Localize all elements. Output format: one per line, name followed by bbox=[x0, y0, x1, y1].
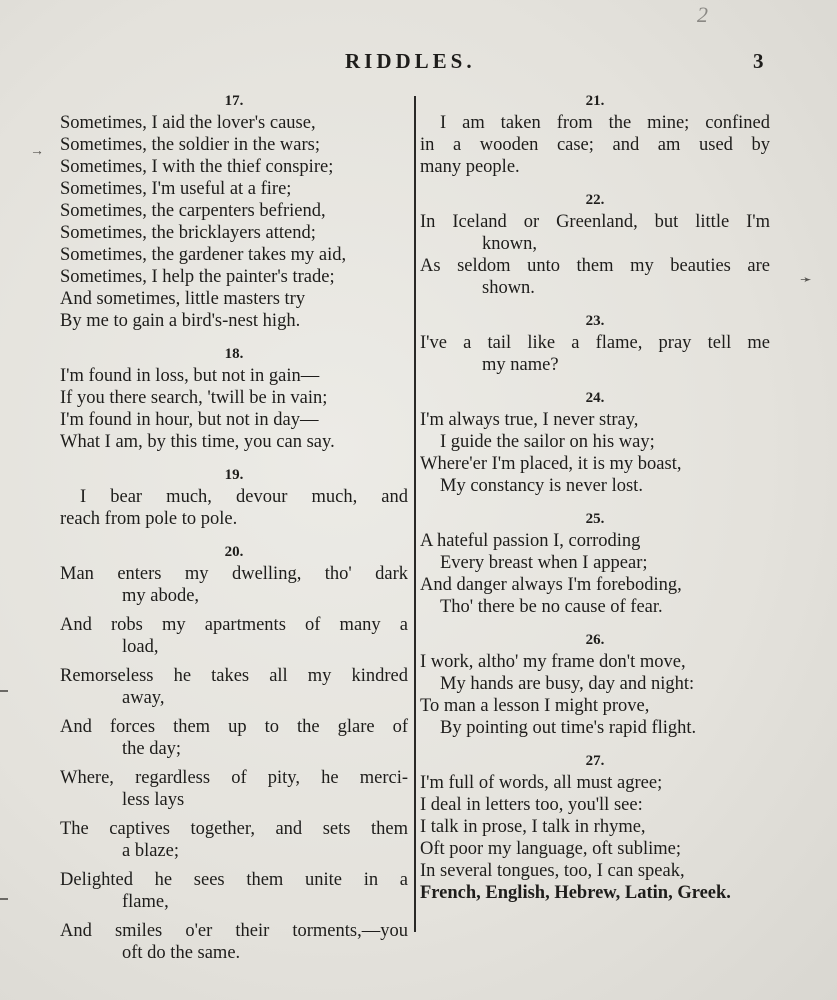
riddle-line: my abode, bbox=[122, 586, 200, 606]
riddle-line: Remorseless he takes all my kindred bbox=[60, 666, 408, 686]
riddle-25 bbox=[420, 508, 770, 618]
riddle-line: The captives together, and sets them bbox=[60, 819, 408, 839]
riddle-line: shown. bbox=[482, 278, 535, 298]
riddle-17 bbox=[60, 90, 408, 332]
riddle-line: Where, regardless of pity, he merci- bbox=[60, 768, 408, 788]
riddle-number: 27. bbox=[585, 753, 605, 769]
riddle-line: A hateful passion I, corroding bbox=[420, 531, 641, 551]
riddle-line: In several tongues, too, I can speak, bbox=[420, 861, 685, 881]
riddle-number: 24. bbox=[585, 390, 605, 406]
left-column bbox=[60, 90, 408, 964]
riddle-line: I bear much, devour much, and bbox=[80, 487, 408, 507]
riddle-line: What I am, by this time, you can say. bbox=[60, 432, 335, 452]
riddle-line: in a wooden case; and am used by bbox=[420, 135, 770, 155]
riddle-line: Sometimes, the soldier in the wars; bbox=[60, 135, 320, 155]
margin-arrow-icon: → bbox=[30, 144, 44, 159]
riddle-number: 22. bbox=[585, 192, 605, 208]
riddle-21 bbox=[420, 90, 770, 178]
riddle-number: 18. bbox=[224, 346, 244, 362]
riddle-line: French, English, Hebrew, Latin, Greek. bbox=[420, 883, 731, 903]
riddle-line: My hands are busy, day and night: bbox=[440, 674, 695, 694]
page-number: 3 bbox=[753, 49, 764, 73]
riddle-number: 25. bbox=[585, 511, 605, 527]
riddle-line: And sometimes, little masters try bbox=[60, 289, 306, 309]
riddle-23 bbox=[420, 310, 770, 376]
riddle-number: 23. bbox=[585, 313, 605, 329]
riddle-line: I'm always true, I never stray, bbox=[420, 410, 639, 430]
riddle-line: And robs my apartments of many a bbox=[60, 615, 408, 635]
riddle-line: I am taken from the mine; confined bbox=[440, 113, 770, 133]
riddle-line: To man a lesson I might prove, bbox=[420, 696, 650, 716]
riddle-line: oft do the same. bbox=[122, 943, 241, 963]
riddle-20 bbox=[60, 541, 408, 964]
riddle-line: Delighted he sees them unite in a bbox=[60, 870, 408, 890]
riddle-line: By pointing out time's rapid flight. bbox=[440, 718, 697, 738]
riddle-line: By me to gain a bird's-nest high. bbox=[60, 311, 301, 331]
riddle-line: known, bbox=[482, 234, 537, 254]
edge-mark-icon bbox=[0, 690, 8, 692]
riddle-line: Sometimes, I with the thief conspire; bbox=[60, 157, 334, 177]
riddle-line: Sometimes, the gardener takes my aid, bbox=[60, 245, 347, 265]
riddle-26 bbox=[420, 629, 770, 739]
riddle-line: And danger always I'm foreboding, bbox=[420, 575, 682, 595]
riddle-line: And smiles o'er their torments,—you bbox=[60, 921, 408, 941]
riddle-line: Every breast when I appear; bbox=[440, 553, 648, 573]
riddle-18 bbox=[60, 343, 408, 453]
riddle-line: Where'er I'm placed, it is my boast, bbox=[420, 454, 682, 474]
riddle-line: I'm full of words, all must agree; bbox=[420, 773, 663, 793]
riddle-19 bbox=[60, 464, 408, 530]
riddle-line: As seldom unto them my beauties are bbox=[420, 256, 770, 276]
running-title: RIDDLES. bbox=[345, 49, 476, 73]
riddle-line: My constancy is never lost. bbox=[440, 476, 643, 496]
riddle-line: load, bbox=[122, 637, 159, 657]
riddle-line: reach from pole to pole. bbox=[60, 509, 238, 529]
riddle-line: Sometimes, I'm useful at a fire; bbox=[60, 179, 292, 199]
riddle-number: 17. bbox=[224, 93, 244, 109]
pencil-page-mark: 2 bbox=[697, 2, 708, 27]
riddle-line: I guide the sailor on his way; bbox=[440, 432, 655, 452]
riddle-line: away, bbox=[122, 688, 165, 708]
riddle-line: the day; bbox=[122, 739, 182, 759]
edge-mark-icon bbox=[0, 898, 8, 900]
riddle-line: a blaze; bbox=[122, 841, 179, 861]
riddle-line: less lays bbox=[122, 790, 185, 810]
column-divider bbox=[414, 96, 416, 932]
riddle-line: I'm found in hour, but not in day— bbox=[60, 410, 319, 430]
riddle-line: I'm found in loss, but not in gain— bbox=[60, 366, 320, 386]
margin-tick-icon: ➛ bbox=[800, 273, 812, 288]
riddle-number: 20. bbox=[224, 544, 244, 560]
riddle-line: many people. bbox=[420, 157, 520, 177]
riddle-line: Tho' there be no cause of fear. bbox=[440, 597, 663, 617]
riddle-line: Man enters my dwelling, tho' dark bbox=[60, 564, 408, 584]
riddle-number: 26. bbox=[585, 632, 605, 648]
riddle-line: Sometimes, I aid the lover's cause, bbox=[60, 113, 316, 133]
riddle-22 bbox=[420, 189, 770, 299]
riddle-line: In Iceland or Greenland, but little I'm bbox=[420, 212, 770, 232]
riddle-line: I deal in letters too, you'll see: bbox=[420, 795, 643, 815]
riddle-line: Oft poor my language, oft sublime; bbox=[420, 839, 682, 859]
riddle-24 bbox=[420, 387, 770, 497]
riddle-line: Sometimes, the carpenters befriend, bbox=[60, 201, 326, 221]
riddle-line: I talk in prose, I talk in rhyme, bbox=[420, 817, 646, 837]
riddle-line: my name? bbox=[482, 355, 559, 375]
right-column bbox=[420, 90, 770, 904]
riddle-line: flame, bbox=[122, 892, 169, 912]
riddle-27 bbox=[420, 750, 770, 904]
riddle-line: If you there search, 'twill be in vain; bbox=[60, 388, 328, 408]
riddle-line: Sometimes, I help the painter's trade; bbox=[60, 267, 335, 287]
riddle-number: 19. bbox=[224, 467, 244, 483]
riddle-line: And forces them up to the glare of bbox=[60, 717, 408, 737]
riddle-line: I've a tail like a flame, pray tell me bbox=[420, 333, 770, 353]
riddle-number: 21. bbox=[585, 93, 605, 109]
riddle-line: I work, altho' my frame don't move, bbox=[420, 652, 686, 672]
riddle-line: Sometimes, the bricklayers attend; bbox=[60, 223, 316, 243]
